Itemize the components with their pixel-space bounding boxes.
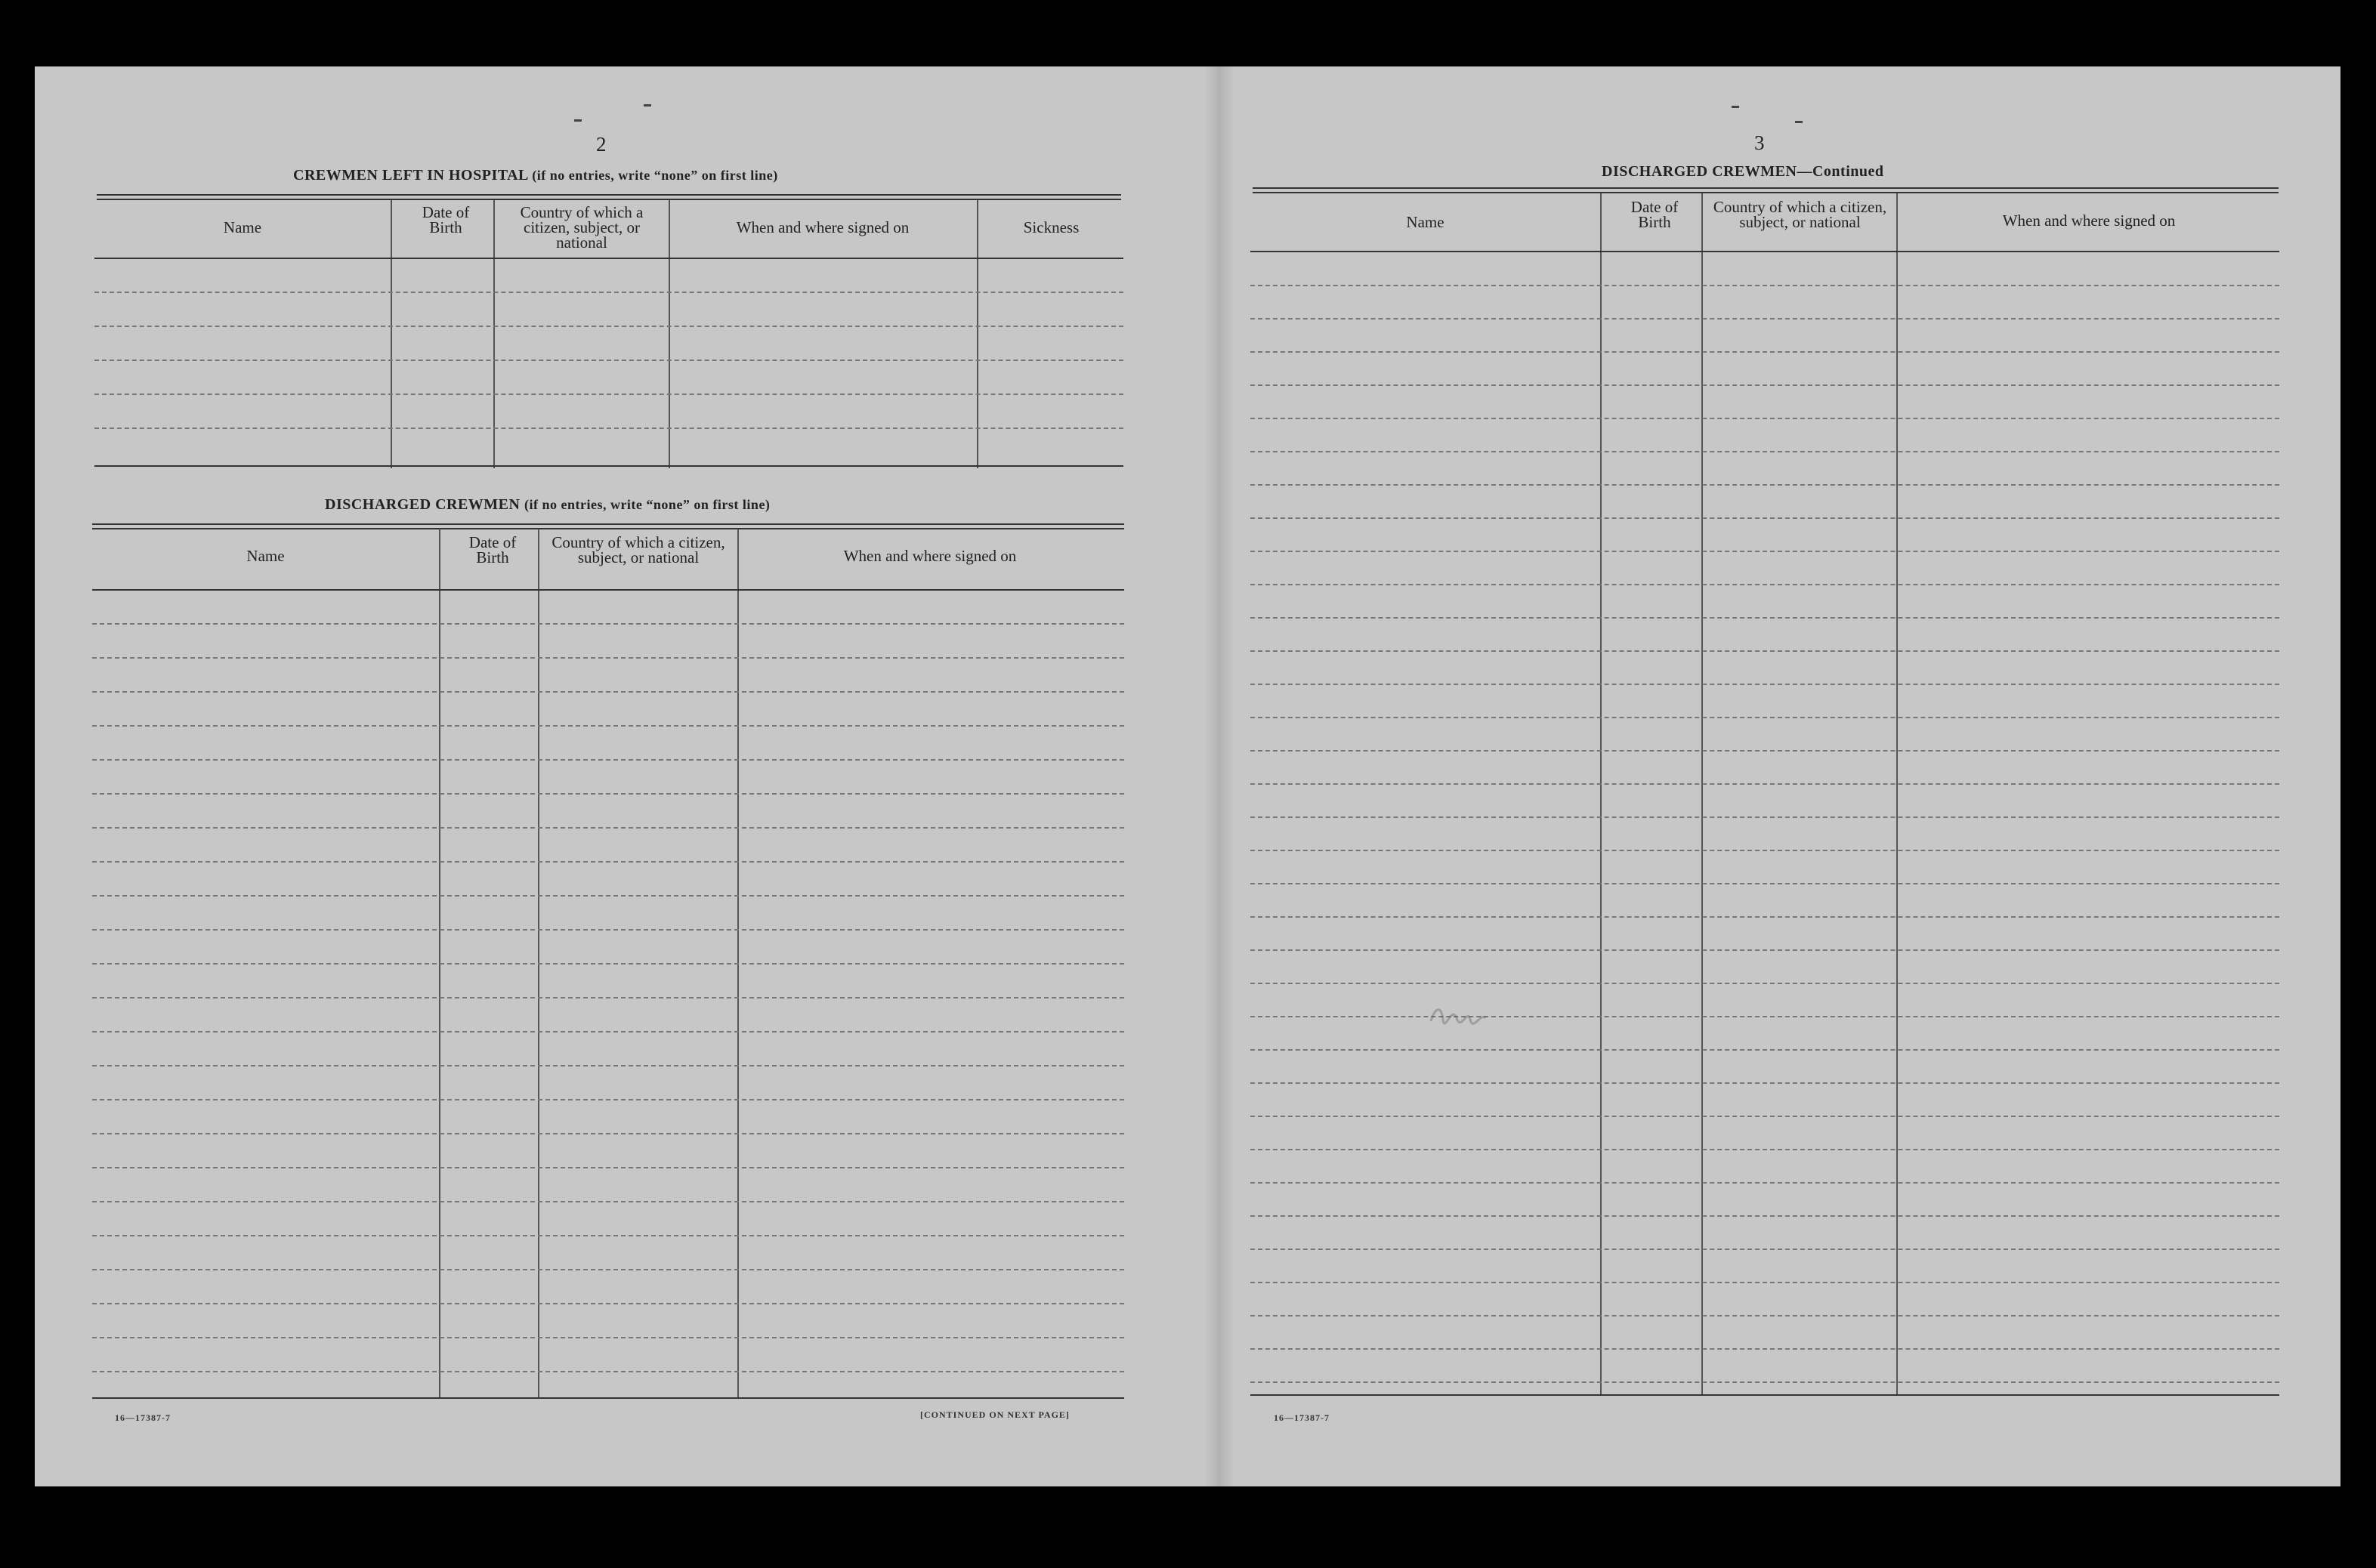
- entry-line: [92, 1235, 1124, 1236]
- entry-line: [92, 861, 1124, 863]
- page-fold: [1204, 66, 1234, 1486]
- entry-line: [1250, 451, 2279, 452]
- rule: [1253, 187, 2279, 189]
- entry-line: [92, 1201, 1124, 1202]
- bottom-rule: [94, 465, 1123, 467]
- entry-line: [92, 657, 1124, 659]
- entry-line: [1250, 750, 2279, 752]
- entry-line: [94, 394, 1123, 395]
- entry-line: [1250, 916, 2279, 918]
- faint-handwriting-mark: [1428, 999, 1488, 1029]
- entry-line: [1250, 1249, 2279, 1250]
- column-header-signed-on: When and where signed on: [736, 218, 910, 236]
- header-rule: [92, 589, 1124, 591]
- entry-line: [92, 963, 1124, 965]
- entry-line: [1250, 650, 2279, 652]
- hospital-section-heading: [293, 167, 778, 184]
- page-number-right: 3: [1754, 131, 1765, 154]
- entry-line: [1250, 949, 2279, 951]
- entry-line: [92, 827, 1124, 829]
- entry-line: [1250, 584, 2279, 585]
- entry-line: [1250, 1348, 2279, 1350]
- entry-line: [92, 793, 1124, 795]
- punch-mark: [1732, 106, 1739, 108]
- entry-line: [1250, 384, 2279, 386]
- entry-line: [1250, 617, 2279, 619]
- entry-line: [1250, 1149, 2279, 1150]
- entry-line: [1250, 1282, 2279, 1283]
- entry-line: [1250, 983, 2279, 984]
- entry-line: [94, 326, 1123, 327]
- entry-line: [1250, 517, 2279, 519]
- entry-line: [92, 895, 1124, 897]
- column-header-country: Country of which a citizen, subject, or national: [552, 533, 725, 566]
- continued-note: [CONTINUED ON NEXT PAGE]: [920, 1409, 1070, 1420]
- hospital-section-note: (if no entries, write “none” on first line): [532, 168, 778, 183]
- form-code-right: 16—17387-7: [1274, 1412, 1330, 1423]
- entry-line: [92, 691, 1124, 693]
- entry-line: [1250, 717, 2279, 718]
- punch-mark: [644, 104, 651, 106]
- column-header-name: Name: [246, 547, 285, 565]
- entry-line: [94, 360, 1123, 361]
- entry-line: [1250, 1381, 2279, 1383]
- column-header-date-of-birth: Date of Birth: [422, 203, 470, 236]
- discharged-table-right: [1250, 193, 2282, 1402]
- column-header-name: Name: [223, 218, 262, 236]
- hospital-section-title: CREWMEN LEFT IN HOSPITAL: [293, 167, 528, 184]
- punch-mark: [1795, 121, 1803, 123]
- discharged-section-title: DISCHARGED CREWMEN: [325, 496, 521, 513]
- entry-line: [1250, 883, 2279, 884]
- column-header-signed-on: When and where signed on: [843, 547, 1017, 565]
- entry-line: [92, 759, 1124, 761]
- entry-line: [1250, 816, 2279, 818]
- entry-line: [1250, 684, 2279, 685]
- entry-line: [92, 997, 1124, 999]
- discharged-table-left: [92, 529, 1127, 1406]
- entry-line: [1250, 318, 2279, 319]
- column-header-sickness: Sickness: [1023, 218, 1080, 236]
- punch-mark: [574, 119, 582, 122]
- column-header-date-of-birth: Date of Birth: [468, 533, 517, 566]
- form-code-left: 16—17387-7: [115, 1412, 171, 1423]
- entry-line: [1250, 551, 2279, 552]
- entry-line: [94, 427, 1123, 429]
- column-header-signed-on: When and where signed on: [2002, 211, 2176, 230]
- bottom-rule: [1250, 1394, 2279, 1396]
- entry-line: [92, 1133, 1124, 1134]
- entry-line: [1250, 484, 2279, 486]
- entry-line: [1250, 1315, 2279, 1316]
- entry-line: [92, 623, 1124, 625]
- column-header-date-of-birth: Date of Birth: [1630, 198, 1679, 231]
- column-header-country: Country of which a citizen, subject, or national: [520, 203, 644, 252]
- page-number-left: 2: [596, 133, 607, 156]
- entry-line: [1250, 1215, 2279, 1217]
- entry-line: [92, 1099, 1124, 1100]
- entry-line: [94, 292, 1123, 293]
- discharged-continued-heading: DISCHARGED CREWMEN—Continued: [1602, 163, 1884, 180]
- entry-line: [1250, 783, 2279, 785]
- column-header-name: Name: [1406, 213, 1444, 231]
- rule: [92, 523, 1124, 525]
- rule: [97, 194, 1121, 196]
- column-header-country: Country of which a citizen, subject, or national: [1713, 198, 1887, 231]
- header-rule: [94, 258, 1123, 259]
- entry-line: [1250, 285, 2279, 286]
- entry-line: [92, 1337, 1124, 1338]
- hospital-table: [94, 200, 1126, 472]
- entry-line: [92, 1371, 1124, 1372]
- entry-line: [92, 1303, 1124, 1304]
- entry-line: [1250, 418, 2279, 419]
- entry-line: [1250, 351, 2279, 353]
- entry-line: [92, 725, 1124, 727]
- entry-line: [1250, 1116, 2279, 1117]
- entry-line: [1250, 850, 2279, 851]
- entry-line: [1250, 1082, 2279, 1084]
- entry-line: [92, 1269, 1124, 1270]
- entry-line: [92, 929, 1124, 931]
- discharged-section-note: (if no entries, write “none” on first line): [524, 497, 771, 512]
- entry-line: [1250, 1016, 2279, 1017]
- discharged-section-heading: [325, 496, 770, 514]
- entry-line: [92, 1065, 1124, 1066]
- entry-line: [92, 1167, 1124, 1168]
- entry-line: [1250, 1049, 2279, 1051]
- bottom-rule: [92, 1397, 1124, 1399]
- entry-line: [92, 1031, 1124, 1032]
- header-rule: [1250, 251, 2279, 252]
- entry-line: [1250, 1182, 2279, 1184]
